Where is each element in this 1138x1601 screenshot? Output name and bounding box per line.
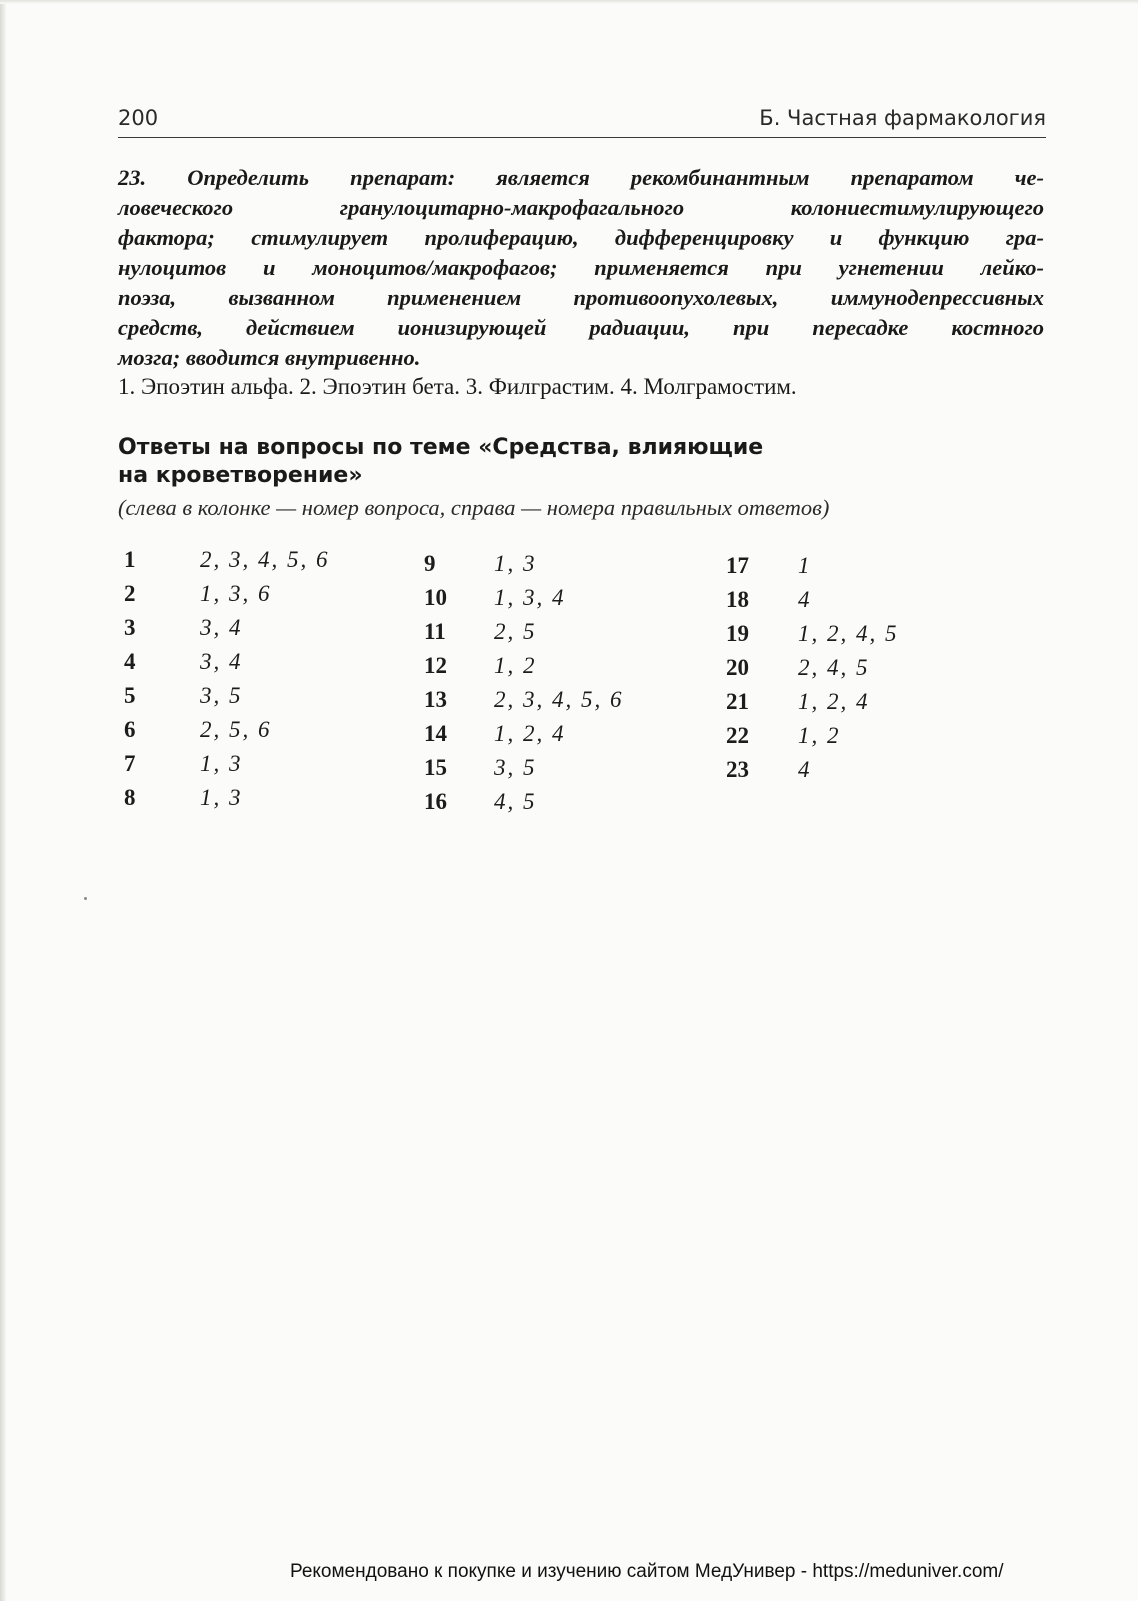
- correct-answers: 3, 5: [200, 683, 243, 708]
- question-number: 17: [726, 553, 749, 578]
- question-number: 3: [124, 615, 136, 640]
- running-head: [118, 104, 1046, 136]
- correct-answers: 1, 3: [200, 785, 243, 810]
- correct-answers: 1, 2, 4, 5: [798, 621, 899, 646]
- correct-answers: 1, 2, 4: [798, 689, 870, 714]
- question-number: 7: [124, 751, 136, 776]
- question-number: 9: [424, 551, 436, 576]
- correct-answers: 1, 2: [494, 653, 537, 678]
- question-number: 12: [424, 653, 447, 678]
- correct-answers: 1, 2: [798, 723, 841, 748]
- correct-answers: 3, 4: [200, 615, 243, 640]
- footer-watermark: Рекомендовано к покупке и изучению сайтом МедУнивер - https://meduniver.com/: [290, 1561, 1004, 1582]
- scan-speck: [84, 897, 87, 900]
- correct-answers: 4: [798, 587, 812, 612]
- question-line: ловеческого гранулоцитарно-макрофагального колониестимулирующего: [118, 195, 1044, 220]
- answers-heading-line: на кроветворение»: [118, 463, 363, 488]
- question-line: нулоцитов и моноцитов/макрофагов; применяется при угнетении лейко-: [118, 255, 1044, 280]
- header-rule: [118, 137, 1046, 138]
- section-title: Б. Частная фармакология: [759, 106, 1046, 130]
- correct-answers: 1, 3, 6: [200, 581, 272, 606]
- correct-answers: 2, 3, 4, 5, 6: [200, 547, 330, 572]
- correct-answers: 4: [798, 757, 812, 782]
- question-line: мозга; вводится внутривенно.: [118, 345, 421, 370]
- question-number: 21: [726, 689, 749, 714]
- question-number: 15: [424, 755, 447, 780]
- question-number: 23: [726, 757, 749, 782]
- question-number: 5: [124, 683, 136, 708]
- question-23: [118, 163, 1044, 373]
- correct-answers: 1, 3, 4: [494, 585, 566, 610]
- question-line: поэза, вызванном применением противоопухолевых, иммунодепрессивных: [118, 285, 1044, 310]
- correct-answers: 2, 3, 4, 5, 6: [494, 687, 624, 712]
- question-line: фактора; стимулирует пролиферацию, дифференцировку и функцию гра-: [118, 225, 1044, 250]
- answers-heading-line: Ответы на вопросы по теме «Средства, влияющие: [118, 435, 764, 460]
- question-number: 20: [726, 655, 749, 680]
- correct-answers: 3, 5: [494, 755, 537, 780]
- question-number: 18: [726, 587, 749, 612]
- question-number: 13: [424, 687, 447, 712]
- question-number: 19: [726, 621, 749, 646]
- question-line: 23. Определить препарат: является рекомбинантным препаратом че-: [118, 165, 1044, 190]
- scan-shadow-top: [0, 0, 1138, 4]
- question-number: 6: [124, 717, 136, 742]
- question-number: 10: [424, 585, 447, 610]
- correct-answers: 2, 5, 6: [200, 717, 272, 742]
- correct-answers: 3, 4: [200, 649, 243, 674]
- correct-answers: 1, 2, 4: [494, 721, 566, 746]
- question-number: 2: [124, 581, 136, 606]
- scan-shadow-left: [0, 0, 6, 1601]
- answers-note: (слева в колонке — номер вопроса, справа — номера правильных ответов): [118, 495, 830, 520]
- correct-answers: 1: [798, 553, 812, 578]
- answer-options: 1. Эпоэтин альфа. 2. Эпоэтин бета. 3. Филграстим. 4. Молграмостим.: [118, 374, 797, 399]
- question-number: 1: [124, 547, 136, 572]
- correct-answers: 4, 5: [494, 789, 537, 814]
- question-line: средств, действием ионизирующей радиации, при пересадке костного: [118, 315, 1044, 340]
- question-number: 14: [424, 721, 447, 746]
- correct-answers: 1, 3: [494, 551, 537, 576]
- correct-answers: 1, 3: [200, 751, 243, 776]
- answers-heading: [118, 434, 938, 490]
- question-number: 11: [424, 619, 446, 644]
- question-number: 4: [124, 649, 136, 674]
- question-number: 22: [726, 723, 749, 748]
- question-number: 8: [124, 785, 136, 810]
- correct-answers: 2, 5: [494, 619, 537, 644]
- correct-answers: 2, 4, 5: [798, 655, 870, 680]
- page-number: 200: [118, 106, 159, 130]
- question-number: 16: [424, 789, 447, 814]
